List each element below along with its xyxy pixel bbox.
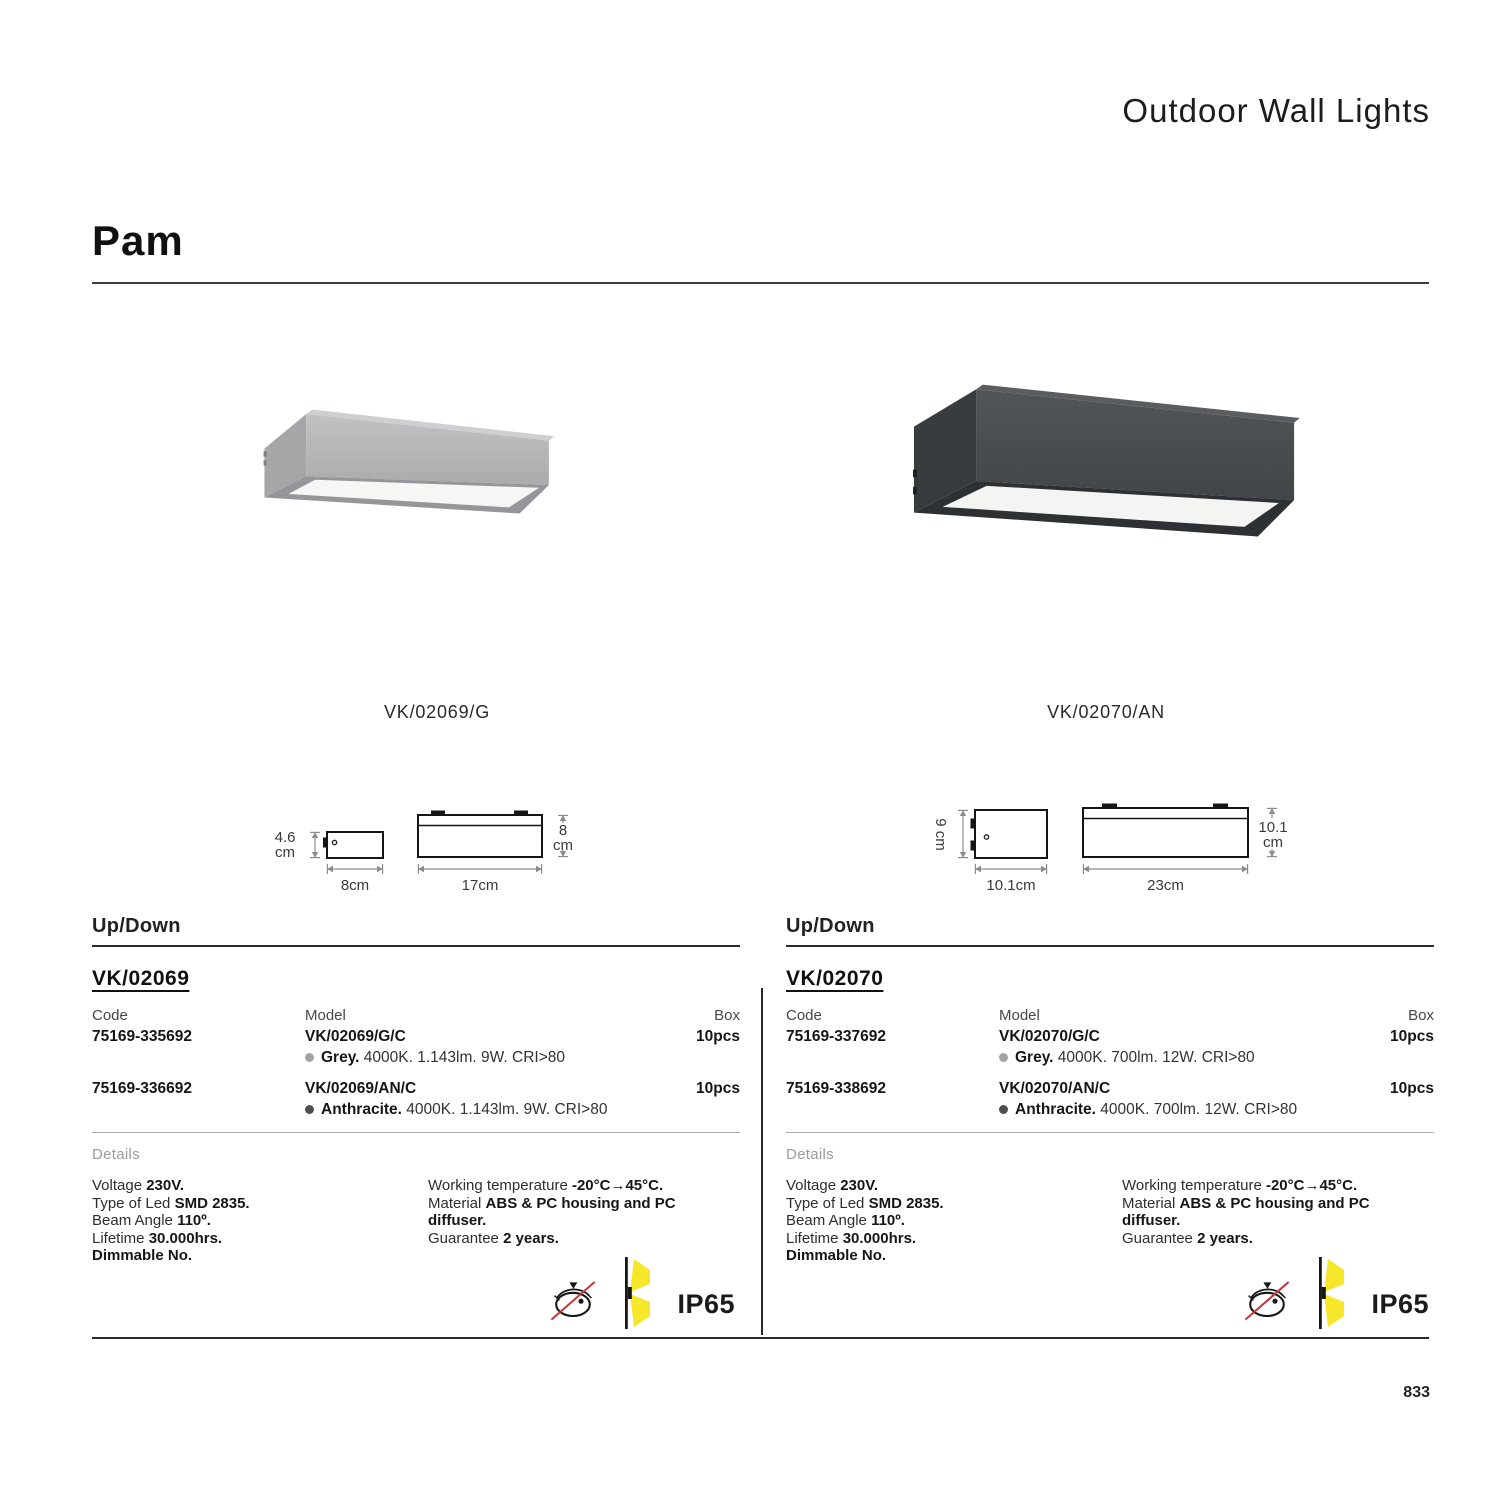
detail-line: Beam Angle 110º. (92, 1212, 211, 1229)
finish-color-dot (305, 1105, 314, 1114)
row-code: 75169-338692 (786, 1080, 886, 1097)
section-rule (786, 945, 1434, 947)
icon-row (1243, 1256, 1429, 1330)
detail-line: Beam Angle 110º. (786, 1212, 905, 1229)
detail-line: Voltage 230V. (92, 1177, 185, 1194)
column-divider (761, 988, 763, 1335)
spec-section (92, 963, 740, 1265)
row-code: 75169-336692 (92, 1080, 192, 1097)
details-divider (92, 1132, 740, 1133)
table-header-row (92, 1007, 740, 1024)
row-specs: Grey. 4000K. 1.143lm. 9W. CRI>80 (305, 1049, 670, 1067)
family-code-heading: VK/02070 (786, 967, 884, 990)
anthracite-wall-light-image (885, 376, 1325, 567)
dimension-diagram (260, 790, 590, 905)
row-specs: Anthracite. 4000K. 700lm. 12W. CRI>80 (999, 1101, 1364, 1119)
not-dimmable-icon (549, 1274, 597, 1322)
section-rule (92, 945, 740, 947)
detail-line: Lifetime 30.000hrs. (92, 1229, 223, 1247)
dimension-label-side-width: 10.1cm (986, 877, 1036, 894)
details-divider (786, 1132, 1434, 1133)
row-code: 75169-335692 (92, 1028, 192, 1045)
detail-line: Working temperature -20°C→45°C. (428, 1177, 664, 1194)
column-header-model: Model (999, 1007, 1040, 1024)
detail-line: Dimmable No. (786, 1247, 887, 1264)
ip-rating: IP65 (677, 1289, 735, 1319)
dimension-label-side-height: 4.6 cm (274, 829, 296, 861)
row-box: 10pcs (696, 1080, 740, 1097)
icon-row (549, 1256, 735, 1330)
column-header-box: Box (1408, 1007, 1434, 1024)
grey-wall-light-image (242, 398, 598, 558)
table-row (786, 1080, 1434, 1119)
column-header-code: Code (92, 1007, 128, 1024)
row-finish: Grey. (321, 1049, 360, 1066)
row-finish: Anthracite. (321, 1101, 402, 1118)
finish-color-dot (999, 1105, 1008, 1114)
dimension-label-side-height: 9 cm (931, 817, 949, 851)
detail-line: Guarantee 2 years. (428, 1229, 559, 1247)
dimension-label-front-width: 17cm (461, 877, 499, 894)
row-box: 10pcs (1390, 1080, 1434, 1097)
detail-line: Material ABS & PC housing and PC diffuser. (1122, 1194, 1370, 1229)
spec-section (786, 963, 1434, 1265)
row-model: VK/02069/AN/C (305, 1080, 417, 1097)
row-model: VK/02069/G/C (305, 1028, 406, 1045)
row-finish: Grey. (1015, 1049, 1054, 1066)
product-column-left (92, 370, 740, 1340)
column-header-code: Code (786, 1007, 822, 1024)
table-row (92, 1080, 740, 1119)
dimension-label-side-width: 8cm (340, 877, 370, 894)
page-number: 833 (1403, 1384, 1430, 1401)
product-column-right (786, 370, 1434, 1340)
detail-line: Type of Led SMD 2835. (786, 1194, 944, 1212)
detail-line: Working temperature -20°C→45°C. (1122, 1177, 1358, 1194)
dimension-label-front-height: 10.1 cm (1258, 819, 1288, 851)
row-box: 10pcs (1390, 1028, 1434, 1045)
row-specs: Grey. 4000K. 700lm. 12W. CRI>80 (999, 1049, 1364, 1067)
up-down-light-icon (1313, 1256, 1345, 1330)
page-title: Pam (92, 217, 184, 264)
table-header-row (786, 1007, 1434, 1024)
not-dimmable-icon (1243, 1274, 1291, 1322)
row-model: VK/02070/G/C (999, 1028, 1100, 1045)
category-header: Outdoor Wall Lights (1122, 92, 1430, 129)
table-row (786, 1028, 1434, 1067)
dimension-label-front-height: 8 cm (553, 822, 573, 854)
column-header-box: Box (714, 1007, 740, 1024)
up-down-light-icon (619, 1256, 651, 1330)
row-code: 75169-337692 (786, 1028, 886, 1045)
details-heading: Details (786, 1146, 834, 1163)
row-model: VK/02070/AN/C (999, 1080, 1111, 1097)
product-code-label: VK/02070/AN (1047, 702, 1165, 722)
table-row (92, 1028, 740, 1067)
detail-line: Type of Led SMD 2835. (92, 1194, 250, 1212)
up-down-heading: Up/Down (786, 915, 875, 937)
title-rule (92, 282, 1429, 284)
bottom-rule (92, 1337, 1429, 1339)
product-code-label: VK/02069/G (383, 702, 491, 722)
dimension-label-front-width: 23cm (1147, 877, 1184, 894)
details-grid (786, 1177, 1434, 1265)
finish-color-dot (999, 1053, 1008, 1062)
row-specs: Anthracite. 4000K. 1.143lm. 9W. CRI>80 (305, 1101, 670, 1119)
details-heading: Details (92, 1146, 140, 1163)
row-finish: Anthracite. (1015, 1101, 1096, 1118)
ip-rating: IP65 (1371, 1289, 1429, 1319)
row-box: 10pcs (696, 1028, 740, 1045)
detail-line: Material ABS & PC housing and PC diffuser. (428, 1194, 676, 1229)
finish-color-dot (305, 1053, 314, 1062)
detail-line: Dimmable No. (92, 1247, 193, 1264)
details-grid (92, 1177, 740, 1265)
column-header-model: Model (305, 1007, 346, 1024)
detail-line: Guarantee 2 years. (1122, 1229, 1253, 1247)
detail-line: Lifetime 30.000hrs. (786, 1229, 917, 1247)
dimension-diagram (920, 790, 1300, 905)
family-code-heading: VK/02069 (92, 967, 190, 990)
up-down-heading: Up/Down (92, 915, 181, 937)
detail-line: Voltage 230V. (786, 1177, 879, 1194)
